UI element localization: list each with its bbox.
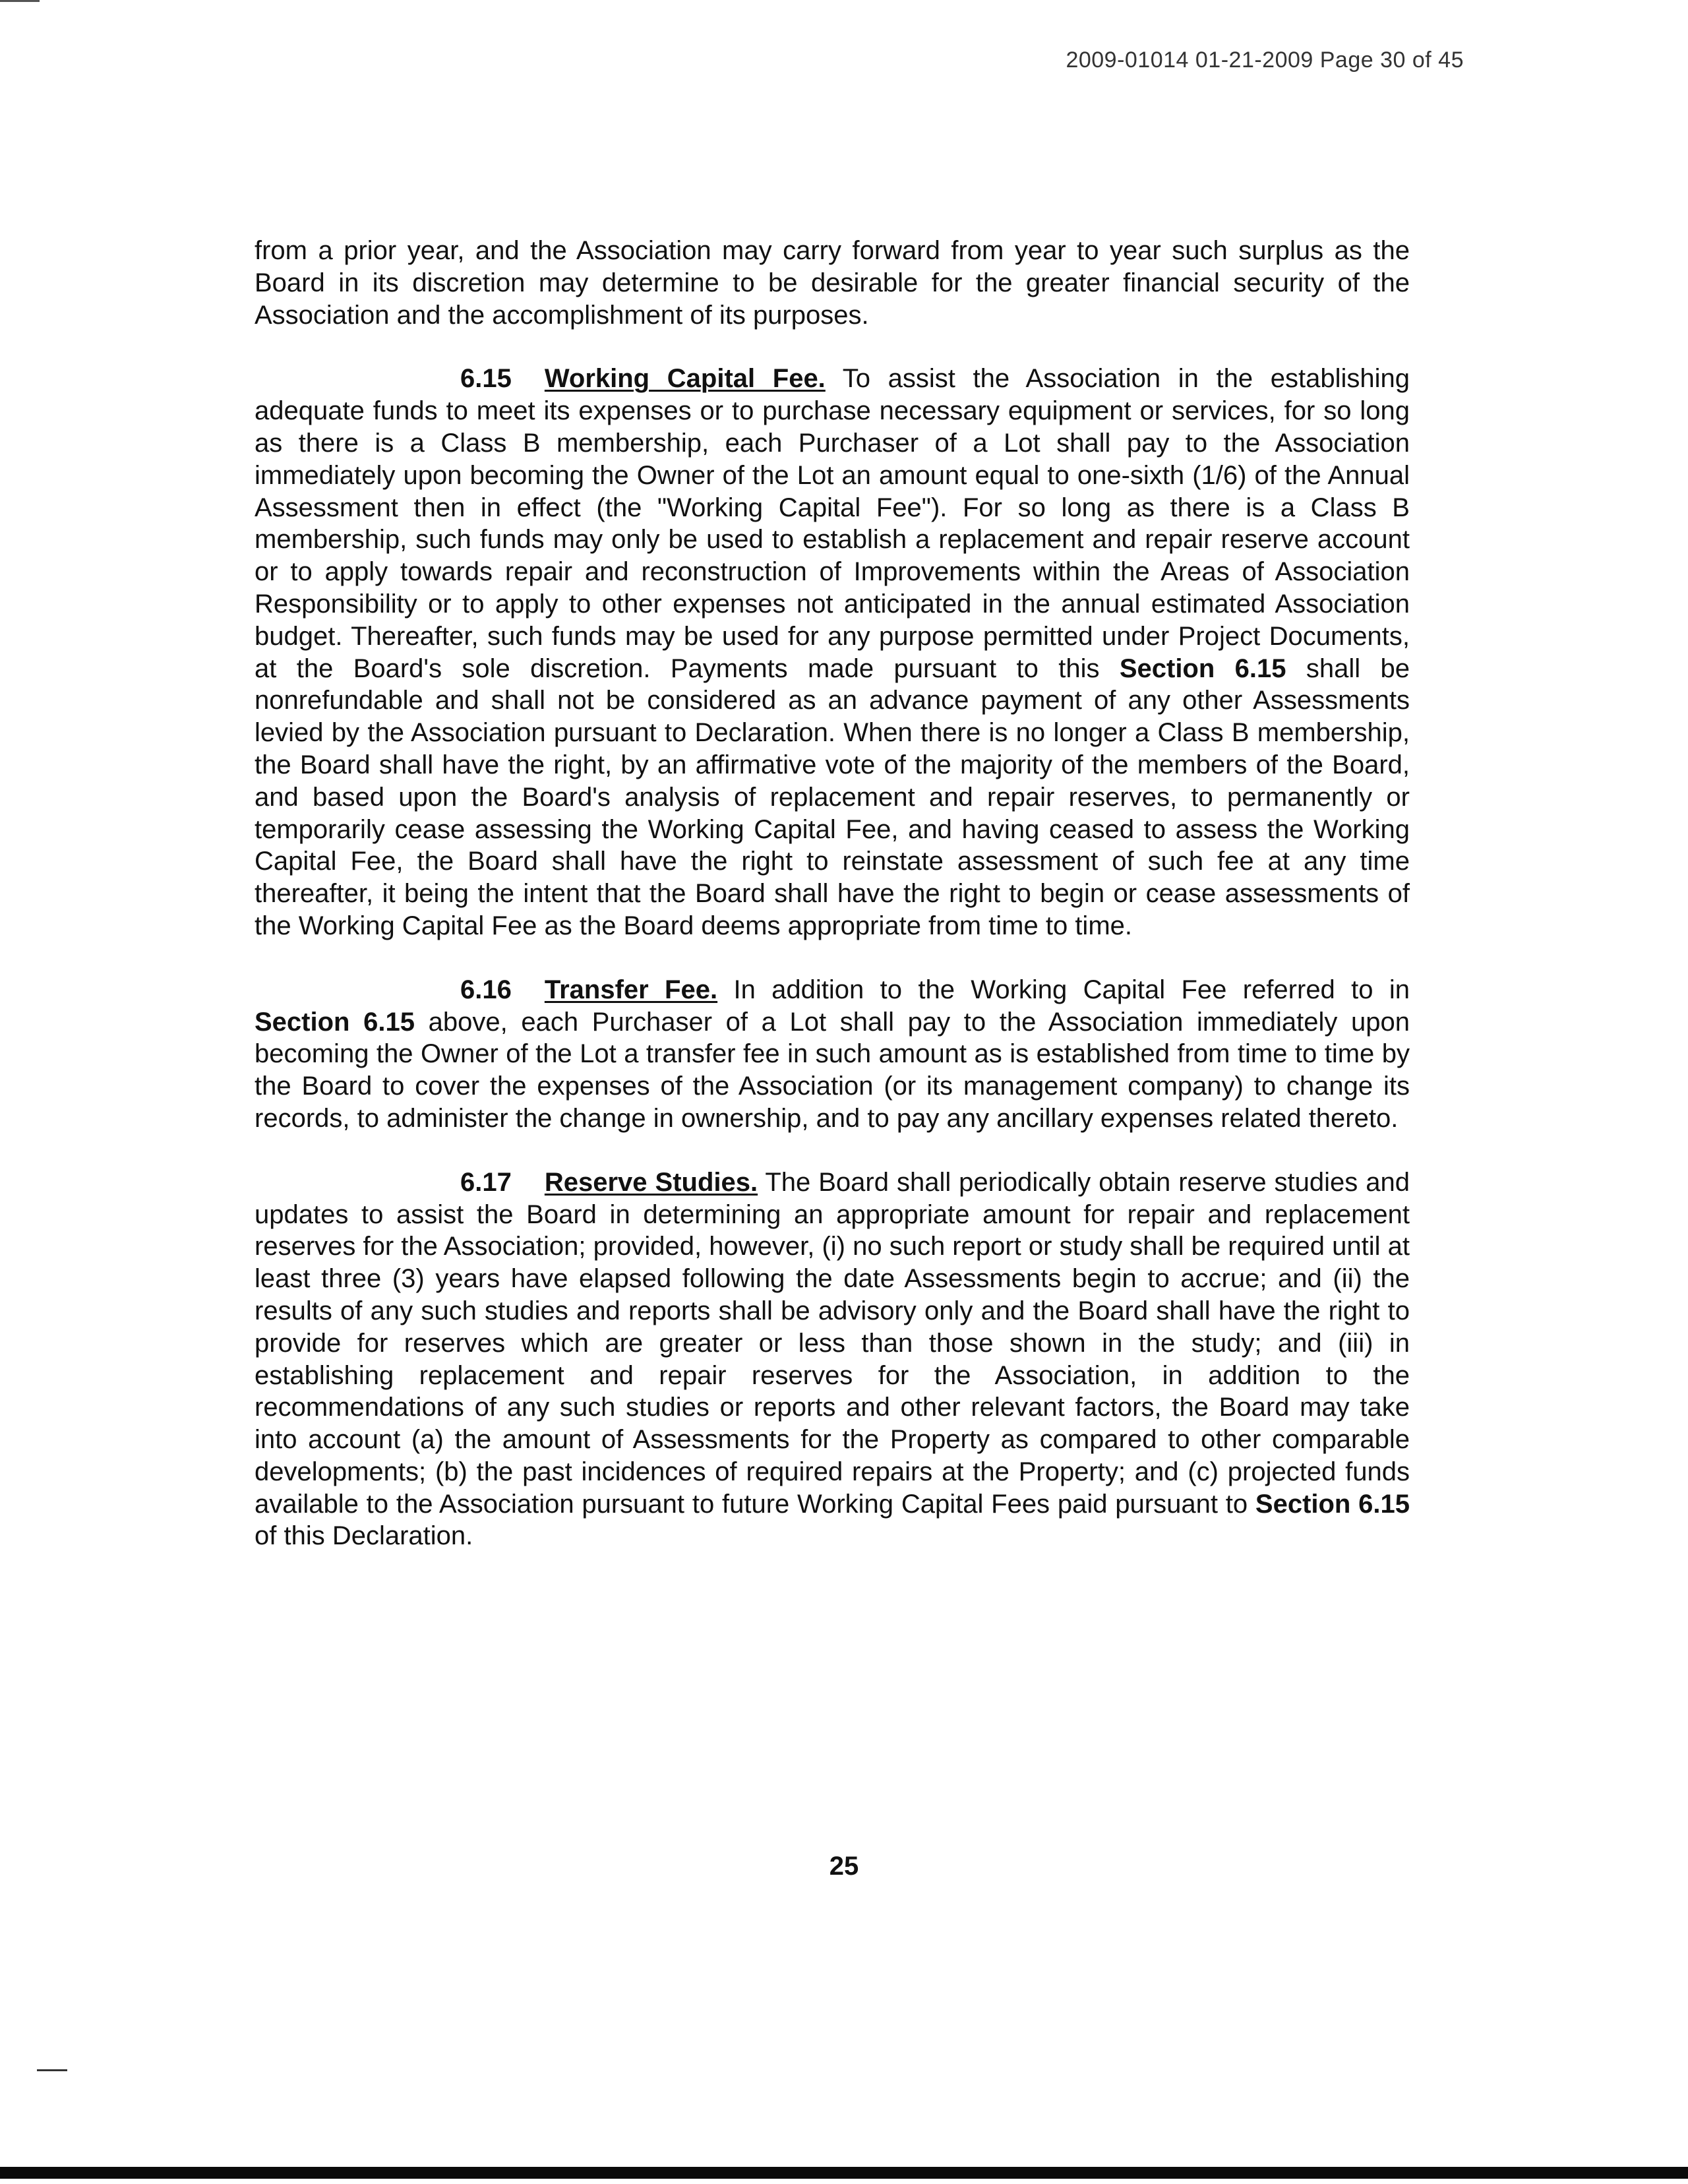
section-title: Reserve Studies. — [544, 1167, 758, 1197]
section-6-16 — [255, 974, 1410, 1135]
paragraph-text: from a prior year, and the Association may carry forward from year to year such surplus as the Board in its discretion may determine to be desirable for the greater financial security of the Association and the accomplishment of its purposes. — [255, 236, 1410, 330]
section-number: 6.17 — [460, 1167, 512, 1197]
section-text: The Board shall periodically obtain reserve studies and updates to assist the Board in determining an appropriate amount for repair and replacement reserves for the Association; provided, however, (i) no such report or study shall be required until at least three (3) years have elapsed following the date Assessments begin to accrue; and (ii) the results of any such studies and reports shall be advisory only and the Board shall have the right to provide for reserves which are greater or less than those shown in the study; and (iii) in establishing replacement and repair reserves for the Association, in addition to the recommendations of any such studies or reports and other relevant factors, the Board may take into account (a) the amount of Assessments for the Property as compared to other comparable developments; (b) the past incidences of required repairs at the Property; and (c) projected funds available to the Association pursuant to future Working Capital Fees paid pursuant to — [255, 1167, 1410, 1519]
top-edge-mark — [0, 0, 40, 2]
page-number: 25 — [829, 1852, 859, 1881]
margin-mark — [37, 2069, 67, 2071]
section-text: shall be nonrefundable and shall not be considered as an advance payment of any other Assessments levied by the Association pursuant to Declaration. When there is no longer a Class B membership, the Board shall have the right, by an affirmative vote of the majority of the members of the Board, and based upon the Board's analysis of replacement and repair reserves, to permanently or temporarily cease assessing the Working Capital Fee, and having ceased to assess the Working Capital Fee, the Board shall have the right to reinstate assessment of such fee at any time thereafter, it being the intent that the Board shall have the right to begin or cease assessments of the Working Capital Fee as the Board deems appropriate from time to time. — [255, 653, 1410, 940]
section-6-15 — [255, 363, 1410, 942]
section-text: To assist the Association in the establishing adequate funds to meet its expenses or to purchase necessary equipment or services, for so long as there is a Class B membership, each Purchaser of a Lot shall pay to the Association immediately upon becoming the Owner of the Lot an amount equal to one-sixth (1/6) of the Annual Assessment then in effect (the "Working Capital Fee"). For so long as there is a Class B membership, such funds may only be used to establish a replacement and repair reserve account or to apply towards repair and reconstruction of Improvements within the Areas of Association Responsibility or to apply to other expenses not anticipated in the annual estimated Association budget. Thereafter, such funds may be used for any purpose permitted under Project Documents, at the Board's sole discretion. Payments made pursuant to this — [255, 364, 1410, 683]
section-text: of this Declaration. — [255, 1521, 473, 1551]
section-reference: Section 6.15 — [1119, 653, 1286, 683]
recording-stamp: 2009-01014 01-21-2009 Page 30 of 45 — [1066, 47, 1464, 73]
section-reference: Section 6.15 — [255, 1007, 415, 1037]
section-6-17 — [255, 1167, 1410, 1553]
section-number: 6.16 — [460, 975, 512, 1004]
section-number: 6.15 — [460, 364, 512, 394]
section-title: Transfer Fee. — [544, 975, 718, 1004]
section-text: In addition to the Working Capital Fee referred to in — [717, 975, 1410, 1004]
section-title: Working Capital Fee. — [544, 364, 826, 394]
continuation-paragraph — [255, 235, 1410, 331]
document-body — [255, 235, 1410, 1552]
section-text: above, each Purchaser of a Lot shall pay to the Association immediately upon becoming the Owner of the Lot a transfer fee in such amount as is established from time to time by the Board to cover the expenses of the Association (or its management company) to change its records, to administer the change in ownership, and to pay any ancillary expenses related thereto. — [255, 1007, 1410, 1133]
section-reference: Section 6.15 — [1255, 1489, 1410, 1519]
scan-bottom-bar — [0, 2167, 1688, 2179]
